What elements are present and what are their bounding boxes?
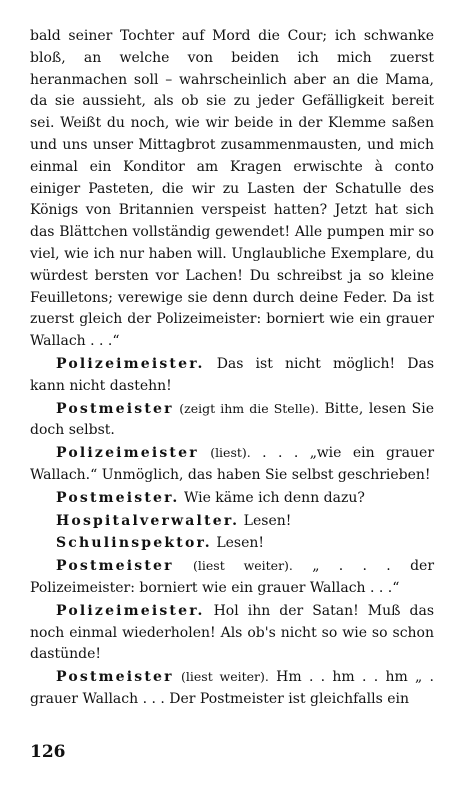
letter-paragraph: bald seiner Tochter auf Mord die Cour; ich schwanke bloß, an welche von beiden ich mich zuerst heranmachen soll – wahrscheinlich aber an die Mama, da sie aussieht, als ob sie zu jeder Gefälligkeit bereit sei. Weißt du noch, wie wir beide in der Klemme saßen und uns unser Mittagbrot zusammenmausten, und mich einmal ein Konditor am Kragen erwischte à conto einiger Pasteten, die wir zu Lasten der Schatulle des Königs von Britannien verspeist hatten? Jetzt hat sich das Blättchen vollständig gewendet! Alle pumpen mir so viel, wie ich nur haben will. Unglaubliche Exemplare, du würdest bersten vor Lachen! Du schreibst ja so kleine Feuilletons; verewige sie denn durch deine Feder. Da ist zuerst gleich der Polizeimeister: borniert wie ein grauer Wallach . . .“ xyxy=(30,28,434,350)
speaker-name: Postmeister xyxy=(56,669,174,686)
speech-text: Hol ihn der Satan! Muß das noch einmal wiederholen! Als ob's nicht so wie so schon dastünde! xyxy=(30,602,434,663)
speech-schulinspektor xyxy=(30,532,434,555)
stage-direction: (liest). xyxy=(210,445,251,461)
speech-text: Wie käme ich denn dazu? xyxy=(183,489,365,506)
speech-text: „ . . . der Polizeimeister: borniert wie ein grauer Wallach . . .“ xyxy=(30,558,435,596)
stage-direction: (zeigt ihm die Stelle). xyxy=(179,400,319,416)
speech-text: Lesen! xyxy=(216,535,265,552)
speaker-name: Polizeimeister. xyxy=(56,602,205,619)
speech-text: Hm . . hm . . hm „ . grauer Wallach . . . Der Postmeister ist gleichfalls ein xyxy=(30,669,435,707)
speaker-name: Polizeimeister xyxy=(56,445,199,462)
speech-text: Bitte, lesen Sie doch selbst. xyxy=(30,400,434,439)
speech-text: . . . „wie ein grauer Wallach.“ Unmöglich, das haben Sie selbst geschrieben! xyxy=(30,445,435,483)
speech-polizeimeister-3 xyxy=(30,600,434,666)
speech-postmeister-4 xyxy=(30,666,434,711)
speaker-name: Postmeister xyxy=(56,400,174,417)
speech-postmeister-2 xyxy=(30,487,434,510)
speech-polizeimeister-1 xyxy=(30,353,434,398)
speaker-name: Postmeister xyxy=(56,558,174,575)
speaker-name: Schulinspektor. xyxy=(56,535,212,552)
speech-hospitalverwalter xyxy=(30,510,434,533)
page-number: 126 xyxy=(30,742,66,762)
speech-polizeimeister-2 xyxy=(30,442,434,487)
speech-text: Das ist nicht möglich! Das kann nicht dastehn! xyxy=(30,355,435,394)
page-body-text xyxy=(30,26,434,711)
speaker-name: Hospitalverwalter. xyxy=(56,512,240,529)
speech-postmeister-1 xyxy=(30,398,434,443)
stage-direction: (liest weiter). xyxy=(193,558,293,574)
speech-postmeister-3 xyxy=(30,555,434,600)
speaker-name: Polizeimeister. xyxy=(56,355,205,372)
speech-text: Lesen! xyxy=(243,512,292,529)
speaker-name: Postmeister. xyxy=(56,489,180,506)
stage-direction: (liest weiter). xyxy=(181,669,269,685)
